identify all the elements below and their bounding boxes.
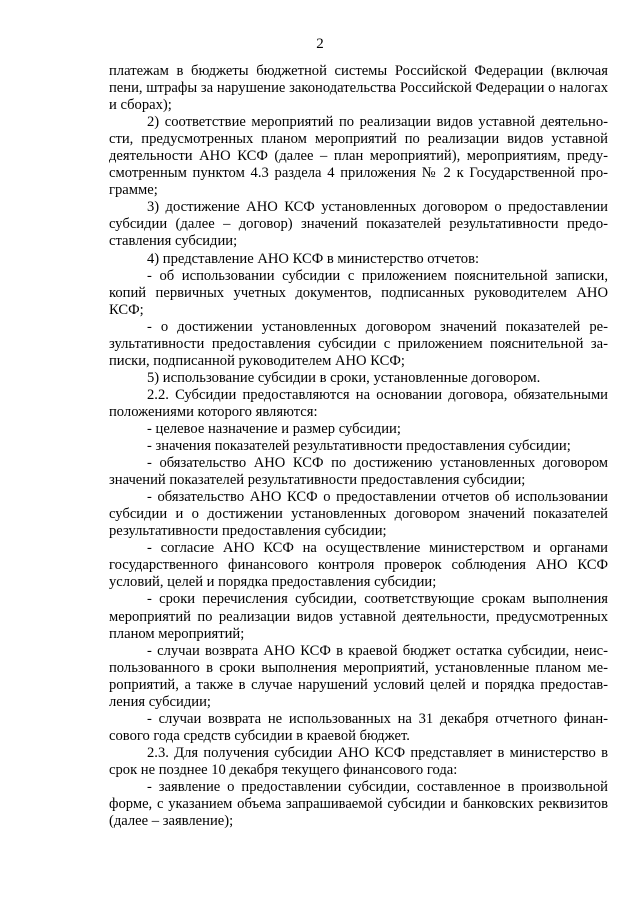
paragraph: 4) представление АНО КСФ в министерство отчетов: (147, 250, 480, 267)
paragraph: - об использовании субсидии с приложением пояснительной записки, копий первичных учетных документов, подписанных руководителем АНО КСФ; (109, 267, 608, 318)
paragraph: - обязательство АНО КСФ по достижению установленных договором значений показателей результативности предоставления субсидии; (109, 455, 608, 489)
document-body (109, 63, 608, 830)
paragraph: - согласие АНО КСФ на осуществление министерством и органами государственного финансового контроля проверок соблюдения АНО КСФ условий, целей и порядка предоставления субсидии; (109, 540, 608, 591)
paragraph: - значения показателей результативности предоставления субсидии; (147, 438, 571, 455)
paragraph: 3) достижение АНО КСФ установленных договором о предоставлении субсидии (далее – договор) значений показателей результативности предоставления субсидии; (109, 199, 608, 250)
paragraph: платежам в бюджеты бюджетной системы Российской Федерации (включая пени, штрафы за нарушение законодательства Российской Федерации о налогах и сборах); (109, 63, 608, 114)
paragraph: 5) использование субсидии в сроки, установленные договором. (147, 369, 541, 386)
paragraph: - о достижении установленных договором значений показателей результативности предоставления субсидии с приложением пояснительной записки, подписанной руководителем АНО КСФ; (109, 318, 608, 369)
paragraph: 2) соответствие мероприятий по реализации видов уставной деятельности, предусмотренных планом мероприятий по реализации видов уставной деятельности АНО КСФ (далее – план мероприятий), мероприятиям, предусмотренным пунктом 4.3 раздела 4 приложения № 2 к Государственной программе; (109, 114, 608, 199)
paragraph: - обязательство АНО КСФ о предоставлении отчетов об использовании субсидии и о достижении установленных договором значений показателей результативности предоставления субсидии; (109, 489, 608, 540)
paragraph: - заявление о предоставлении субсидии, составленное в произвольной форме, с указанием объема запрашиваемой субсидии и банковских реквизитов (далее – заявление); (109, 778, 608, 830)
paragraph: 2.3. Для получения субсидии АНО КСФ представляет в министерство в срок не позднее 10 декабря текущего финансового года: (109, 744, 608, 778)
paragraph: - случаи возврата АНО КСФ в краевой бюджет остатка субсидии, неиспользованного в сроки выполнения мероприятий, установленные планом мероприятий, а также в случае нарушений условий целей и порядка предоставления субсидии; (109, 642, 608, 710)
page-number: 2 (316, 36, 324, 52)
paragraph: - сроки перечисления субсидии, соответствующие срокам выполнения мероприятий по реализации видов уставной деятельности, предусмотренных планом мероприятий; (109, 591, 608, 642)
paragraph: - целевое назначение и размер субсидии; (147, 420, 401, 437)
paragraph: 2.2. Субсидии предоставляются на основании договора, обязательными положениями которого являются: (109, 386, 608, 420)
paragraph: - случаи возврата не использованных на 31 декабря отчетного финансового года средств субсидии в краевой бюджет. (109, 710, 608, 744)
